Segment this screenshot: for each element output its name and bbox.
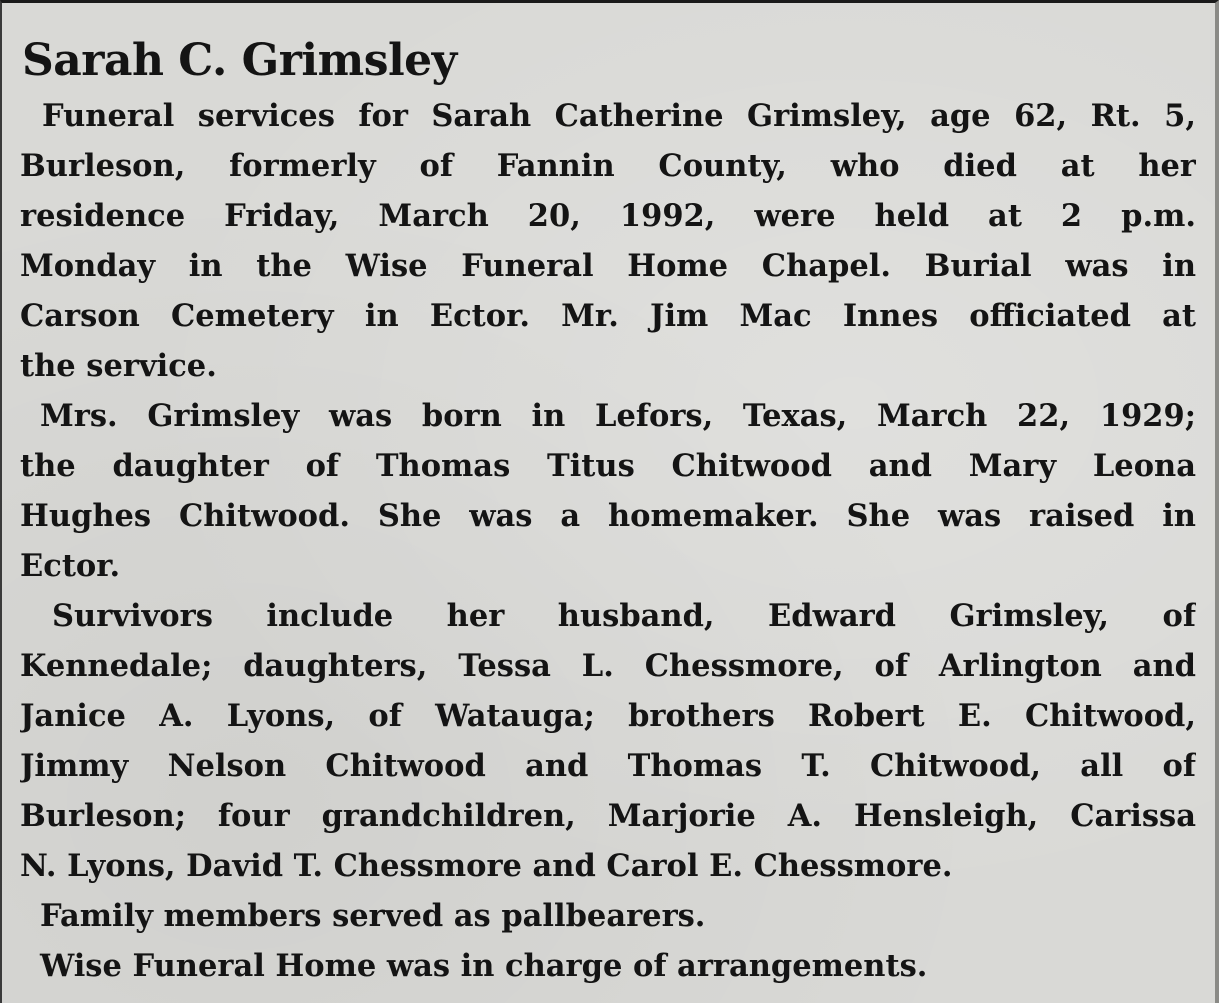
obituary-headline: Sarah C. Grimsley xyxy=(22,35,457,86)
text-line: the daughter of Thomas Titus Chitwood and Mary Leona xyxy=(20,448,1196,484)
text-line: Family members served as pallbearers. xyxy=(40,898,706,934)
text-line: the service. xyxy=(20,348,217,384)
text-line: Kennedale; daughters, Tessa L. Chessmore, of Arlington and xyxy=(20,648,1196,684)
text-line: Survivors include her husband, Edward Grimsley, of xyxy=(52,598,1196,634)
text-line: Ector. xyxy=(20,548,121,584)
text-line: Burleson; four grandchildren, Marjorie A. Hensleigh, Carissa xyxy=(20,798,1196,834)
text-line: Carson Cemetery in Ector. Mr. Jim Mac Innes officiated at xyxy=(20,298,1196,334)
text-line: residence Friday, March 20, 1992, were held at 2 p.m. xyxy=(20,198,1196,234)
obituary-body xyxy=(20,91,1196,991)
text-line: Mrs. Grimsley was born in Lefors, Texas, March 22, 1929; xyxy=(40,398,1196,434)
text-line: N. Lyons, David T. Chessmore and Carol E. Chessmore. xyxy=(20,848,953,884)
text-line: Hughes Chitwood. She was a homemaker. She was raised in xyxy=(20,498,1196,534)
text-line: Janice A. Lyons, of Watauga; brothers Robert E. Chitwood, xyxy=(20,698,1196,734)
text-line: Funeral services for Sarah Catherine Grimsley, age 62, Rt. 5, xyxy=(42,98,1196,134)
text-line: Wise Funeral Home was in charge of arrangements. xyxy=(40,948,928,984)
text-line: Jimmy Nelson Chitwood and Thomas T. Chitwood, all of xyxy=(20,748,1196,784)
text-line: Monday in the Wise Funeral Home Chapel. Burial was in xyxy=(20,248,1196,284)
text-line: Burleson, formerly of Fannin County, who died at her xyxy=(20,148,1196,184)
